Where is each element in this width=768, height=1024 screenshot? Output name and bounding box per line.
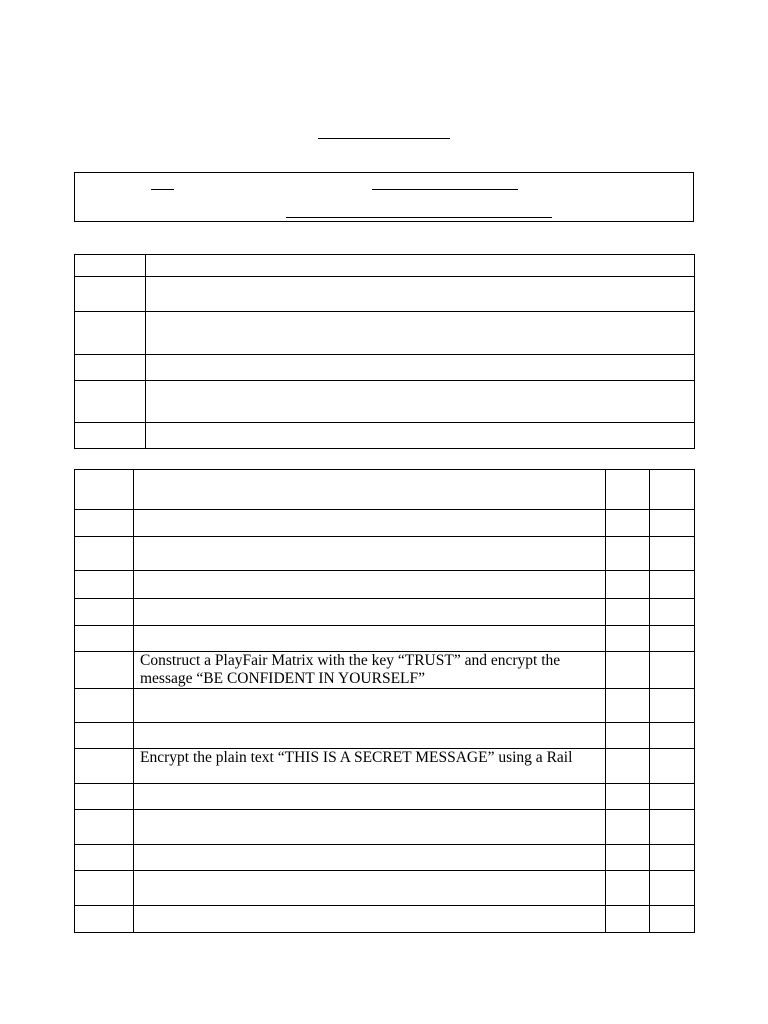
table-row: [75, 381, 695, 423]
questions-table: [74, 469, 695, 933]
table-row: [75, 784, 695, 810]
table-row: [75, 810, 695, 845]
header-info-box: [74, 172, 694, 222]
table-row: [75, 723, 695, 749]
table-row: [75, 355, 695, 381]
table-row: [75, 906, 695, 933]
table-row: [75, 749, 695, 784]
table-row: [75, 423, 695, 449]
title-underline: [318, 138, 450, 139]
field-underline-3: [286, 217, 552, 218]
field-underline-2: [372, 189, 518, 190]
table-row: [75, 537, 695, 571]
table-row: [75, 652, 695, 689]
table-row: [75, 626, 695, 652]
question-rail-fence: Encrypt the plain text “THIS IS A SECRET MESSAGE” using a Rail: [140, 749, 573, 766]
table-row: [75, 277, 695, 312]
table-row: [75, 845, 695, 871]
course-details-table: [74, 254, 695, 449]
table-row: [75, 689, 695, 723]
table-row: [75, 599, 695, 626]
table-row: [75, 255, 695, 277]
table-row: [75, 312, 695, 355]
table-row: [75, 510, 695, 537]
table-row: [75, 470, 695, 510]
field-underline-1: [151, 189, 174, 190]
table-row: [75, 571, 695, 599]
question-playfair: Construct a PlayFair Matrix with the key “TRUST” and encrypt the message “BE CONFIDENT IN YOURSELF”: [140, 652, 561, 687]
table-row: [75, 871, 695, 906]
